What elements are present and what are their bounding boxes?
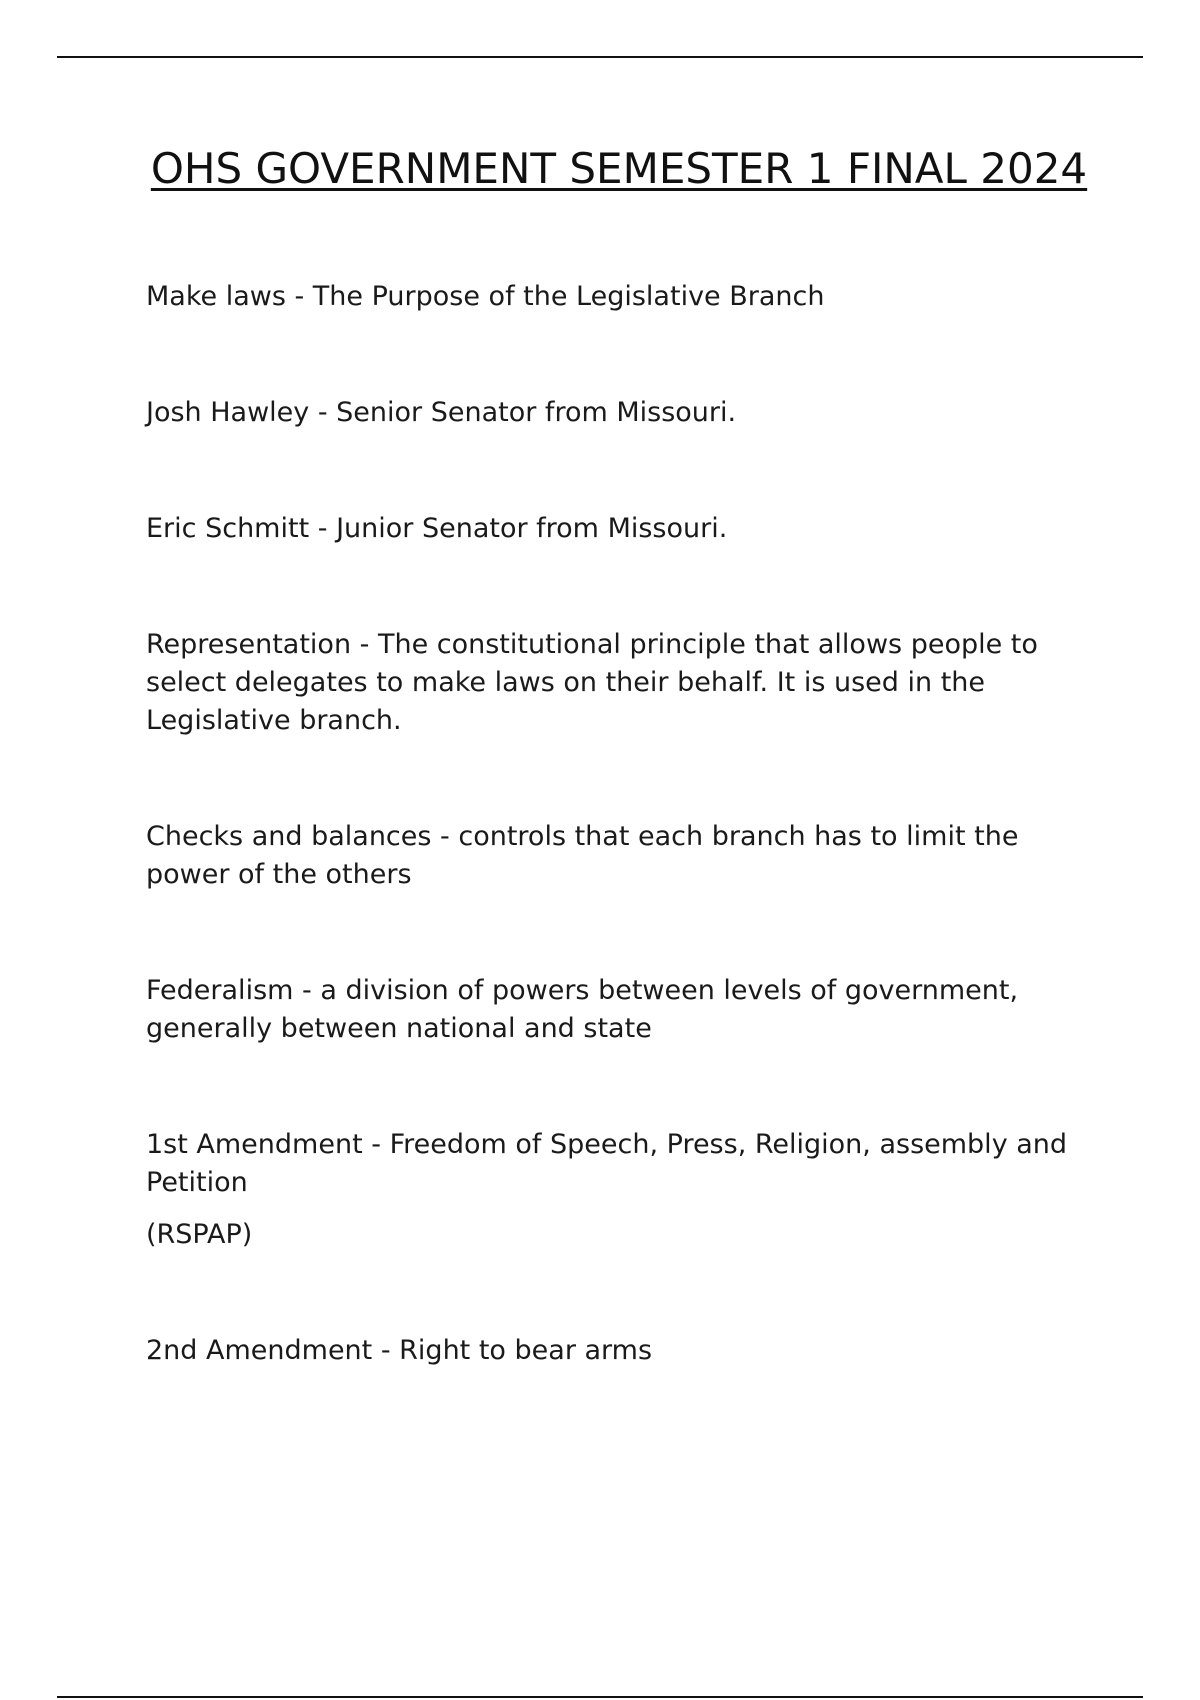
document-title: OHS GOVERNMENT SEMESTER 1 FINAL 2024 — [150, 144, 1088, 193]
top-divider — [57, 56, 1143, 58]
entry-checks-and-balances: Checks and balances - controls that each branch has to limit the power of the others — [146, 821, 1019, 890]
entry-josh-hawley: Josh Hawley - Senior Senator from Missouri. — [146, 397, 737, 428]
entry-federalism: Federalism - a division of powers between levels of government, generally between national and state — [146, 975, 1019, 1044]
entry-representation: Representation - The constitutional principle that allows people to select delegates to make laws on their behalf. It is used in the Legislative branch. — [146, 629, 1038, 736]
entry-first-amendment: 1st Amendment - Freedom of Speech, Press, Religion, assembly and Petition — [146, 1129, 1068, 1198]
entry-first-amendment-mnemonic: (RSPAP) — [146, 1219, 253, 1250]
flashcard-list — [146, 278, 1086, 1448]
entry-legislative-purpose: Make laws - The Purpose of the Legislative Branch — [146, 281, 825, 312]
entry-eric-schmitt: Eric Schmitt - Junior Senator from Missouri. — [146, 513, 728, 544]
entry-second-amendment: 2nd Amendment - Right to bear arms — [146, 1335, 653, 1366]
bottom-divider — [57, 1696, 1143, 1698]
